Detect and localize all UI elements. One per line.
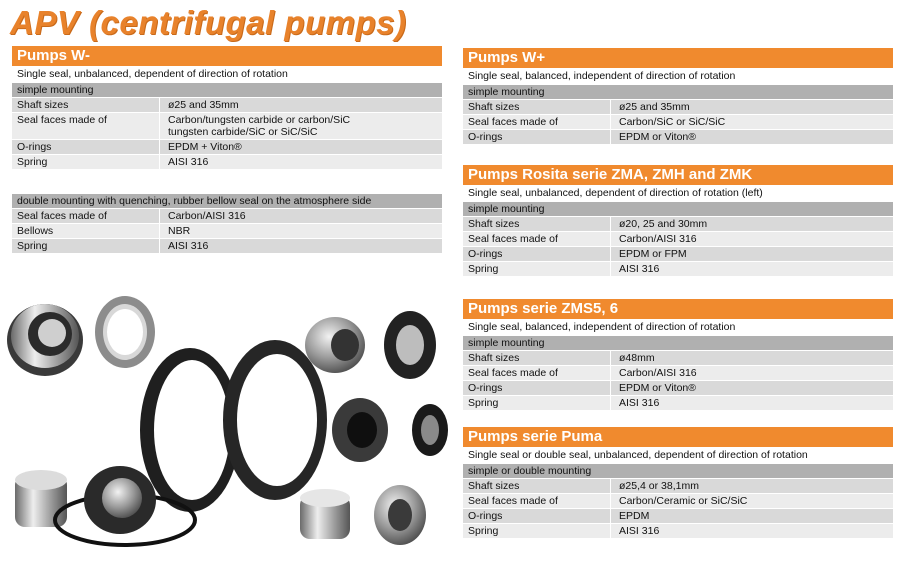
spec-row (12, 239, 442, 253)
spec-row (463, 509, 893, 523)
mounting-label: double mounting with quenching, rubber bellow seal on the atmosphere side (12, 194, 442, 208)
section-header: Pumps W+ (463, 48, 893, 68)
spec-row (463, 366, 893, 380)
section-pumps-w-minus-double (12, 194, 442, 254)
spec-key: Spring (463, 524, 610, 538)
spec-value: EPDM (611, 509, 893, 523)
spec-key: O-rings (463, 130, 610, 144)
section-header: Pumps W- (12, 46, 442, 66)
spec-key: Seal faces made of (463, 115, 610, 129)
spec-value (160, 113, 442, 139)
spec-value: AISI 316 (611, 396, 893, 410)
spec-row (463, 217, 893, 231)
spec-row (463, 130, 893, 144)
spec-value: ø25,4 or 38,1mm (611, 479, 893, 493)
section-header: Pumps Rosita serie ZMA, ZMH and ZMK (463, 165, 893, 185)
section-pumps-zms (463, 299, 893, 411)
spec-value: AISI 316 (160, 239, 442, 253)
spec-key: Spring (463, 262, 610, 276)
spec-value: Carbon/AISI 316 (160, 209, 442, 223)
spec-key: Bellows (12, 224, 159, 238)
seal-spring-top-right (305, 317, 365, 373)
seal-bottom-far-right (374, 485, 426, 545)
section-pumps-w-minus (12, 46, 442, 170)
spec-key: Shaft sizes (463, 100, 610, 114)
spec-row (12, 209, 442, 223)
seal-ring-grey (95, 296, 155, 368)
seal-dark-middle (332, 398, 388, 462)
seal-ring-small-right (412, 404, 448, 456)
seal-ring-right (384, 311, 436, 379)
spec-key: Spring (12, 239, 159, 253)
spec-value: ø25 and 35mm (160, 98, 442, 112)
spec-value-line: tungsten carbide/SiC or SiC/SiC (168, 126, 318, 138)
spec-row (12, 113, 442, 139)
spec-row (12, 155, 442, 169)
spec-key: Seal faces made of (12, 209, 159, 223)
spec-value: EPDM or Viton® (611, 130, 893, 144)
spec-value: AISI 316 (160, 155, 442, 169)
seal-spring-bottom-left (15, 470, 67, 527)
section-pumps-w-plus (463, 48, 893, 145)
seal-spring-bottom-right (300, 489, 350, 539)
spec-row (12, 140, 442, 154)
seal-products-photo (0, 290, 455, 560)
spec-key: Seal faces made of (12, 113, 159, 139)
section-description: Single seal or double seal, unbalanced, dependent of direction of rotation (468, 449, 808, 461)
mounting-label: simple mounting (463, 85, 893, 99)
spec-key: Shaft sizes (463, 217, 610, 231)
section-description: Single seal, unbalanced, dependent of direction of rotation (17, 68, 288, 80)
spec-value: EPDM + Viton® (160, 140, 442, 154)
section-header: Pumps serie ZMS5, 6 (463, 299, 893, 319)
spec-row (463, 381, 893, 395)
spec-key: Seal faces made of (463, 232, 610, 246)
spec-row (12, 224, 442, 238)
spec-value: ø25 and 35mm (611, 100, 893, 114)
section-description: Single seal, balanced, independent of direction of rotation (468, 70, 736, 82)
seal-ring-black-medium (223, 340, 327, 500)
spec-row (463, 396, 893, 410)
spec-value: EPDM or Viton® (611, 381, 893, 395)
spec-row (463, 494, 893, 508)
spec-row (463, 100, 893, 114)
seal-large-top-left (7, 304, 83, 376)
spec-value: Carbon/SiC or SiC/SiC (611, 115, 893, 129)
spec-row (463, 247, 893, 261)
section-header: Pumps serie Puma (463, 427, 893, 447)
mounting-label: simple or double mounting (463, 464, 893, 478)
spec-row (463, 232, 893, 246)
spec-row (463, 351, 893, 365)
spec-value: Carbon/AISI 316 (611, 366, 893, 380)
spec-key: O-rings (12, 140, 159, 154)
spec-value: ø48mm (611, 351, 893, 365)
spec-value: NBR (160, 224, 442, 238)
spec-row (463, 524, 893, 538)
spec-key: Shaft sizes (463, 351, 610, 365)
mounting-label: simple mounting (463, 202, 893, 216)
spec-row (463, 115, 893, 129)
spec-key: Shaft sizes (463, 479, 610, 493)
spec-value: EPDM or FPM (611, 247, 893, 261)
mounting-label: simple mounting (12, 83, 442, 97)
spec-key: O-rings (463, 509, 610, 523)
spec-key: Spring (12, 155, 159, 169)
spec-key: Shaft sizes (12, 98, 159, 112)
page-title: APV (centrifugal pumps) (10, 4, 407, 41)
spec-key: O-rings (463, 247, 610, 261)
spec-key: Spring (463, 396, 610, 410)
spec-row (12, 98, 442, 112)
spec-row (463, 262, 893, 276)
mounting-label: simple mounting (463, 336, 893, 350)
spec-value: AISI 316 (611, 262, 893, 276)
spec-value: Carbon/Ceramic or SiC/SiC (611, 494, 893, 508)
section-description: Single seal, unbalanced, dependent of direction of rotation (left) (468, 187, 763, 199)
spec-key: Seal faces made of (463, 366, 610, 380)
section-pumps-puma (463, 427, 893, 539)
spec-value: ø20, 25 and 30mm (611, 217, 893, 231)
spec-key: O-rings (463, 381, 610, 395)
spec-row (463, 479, 893, 493)
spec-value: AISI 316 (611, 524, 893, 538)
spec-value: Carbon/AISI 316 (611, 232, 893, 246)
section-pumps-rosita (463, 165, 893, 277)
section-description: Single seal, balanced, independent of direction of rotation (468, 321, 736, 333)
spec-value-line: Carbon/tungsten carbide or carbon/SiC (168, 114, 351, 126)
spec-key: Seal faces made of (463, 494, 610, 508)
